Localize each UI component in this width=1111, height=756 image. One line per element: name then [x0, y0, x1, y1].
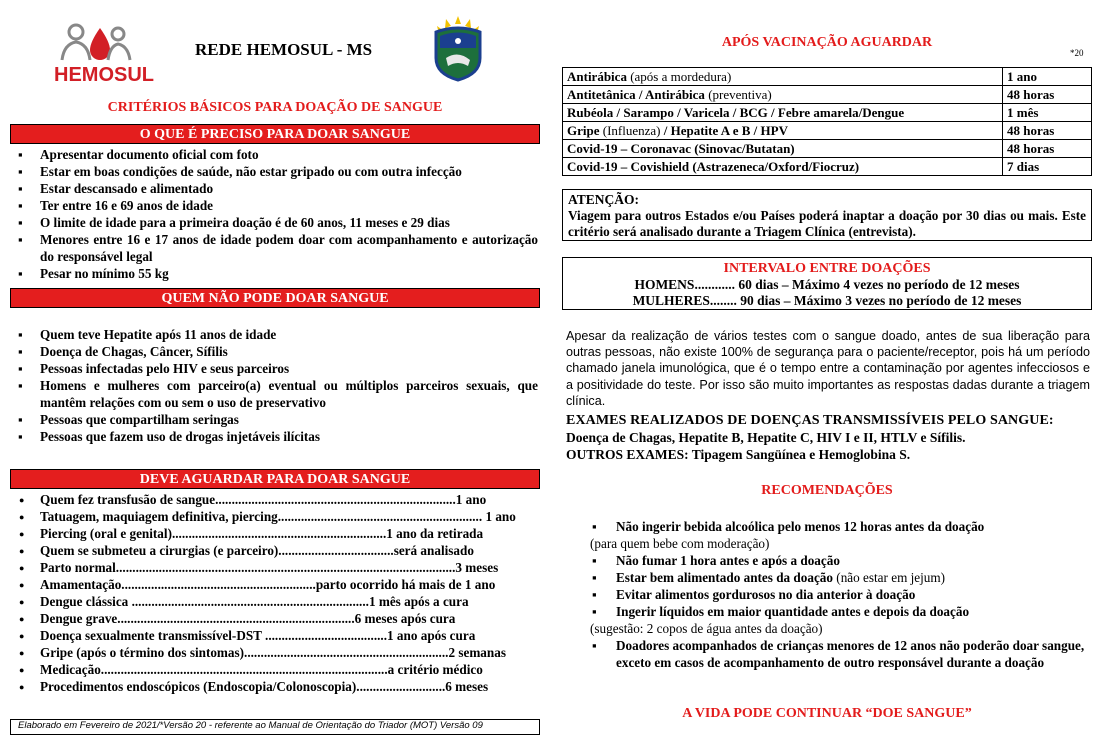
- list-item: [588, 586, 1098, 603]
- list-item: ▪ O limite de idade para a primeira doação é de 60 anos, 11 meses e 29 dias: [10, 214, 538, 231]
- table-row: [563, 158, 1092, 176]
- wait-value: 1 ano: [1003, 68, 1092, 86]
- list-item: ▪ Menores entre 16 e 17 anos de idade podem doar com acompanhamento e autorização do responsável legal: [10, 231, 538, 265]
- list-item: ● Piercing (oral e genital).................................................................1 ano da retirada: [10, 525, 538, 542]
- recommendations-list: [588, 518, 1098, 671]
- who-cannot-list: [10, 326, 538, 445]
- list-item: ● Quem se submeteu a cirurgias (e parceiro)...................................será analisado: [10, 542, 538, 559]
- exams-title: EXAMES REALIZADOS DE DOENÇAS TRANSMISSÍVEIS PELO SANGUE:: [566, 413, 1054, 428]
- recommendation-text: Não fumar 1 hora antes e após a doação: [616, 553, 840, 568]
- bullet-icon: ▪: [592, 604, 597, 619]
- footer-note: Elaborado em Fevereiro de 2021/*Versão 20 - referente ao Manual de Orientação do Triador (MOT) Versão 09: [18, 720, 483, 731]
- vaccination-title: APÓS VACINAÇÃO AGUARDAR: [721, 35, 933, 50]
- exams-list: Doença de Chagas, Hepatite B, Hepatite C, HIV I e II, HTLV e Sífilis.: [566, 430, 966, 445]
- criteria-title: CRITÉRIOS BÁSICOS PARA DOAÇÃO DE SANGUE: [107, 100, 443, 115]
- table-row: [563, 104, 1092, 122]
- closing-slogan: A VIDA PODE CONTINUAR “DOE SANGUE”: [682, 706, 972, 721]
- list-item: ● Dengue grave........................................................................6 meses após cura: [10, 610, 538, 627]
- recommendation-note: (para quem bebe com moderação): [590, 536, 770, 551]
- list-item: ▪ Pessoas que compartilham seringas: [10, 411, 538, 428]
- bullet-icon: ▪: [592, 553, 597, 568]
- vaccine-name: Gripe: [567, 122, 600, 138]
- info-paragraph: Apesar da realização de vários testes com o sangue doado, antes de sua liberação para outras pessoas, não existe 100% de segurança para o paciente/receptor, pois há um período chamado janela imunológica, que é o tempo entre a contaminação por agentes infecciosos e a positividade do teste. Por isso são muito importantes as respostas dadas durante a triagem clínica.: [566, 329, 1090, 408]
- bullet-icon: ▪: [592, 519, 597, 534]
- table-row: [563, 68, 1092, 86]
- vaccine-note: (preventiva): [704, 86, 772, 102]
- list-item: ▪ Apresentar documento oficial com foto: [10, 146, 538, 163]
- attention-box: [562, 189, 1092, 241]
- interval-men: HOMENS............ 60 dias – Máximo 4 vezes no período de 12 meses: [634, 277, 1020, 292]
- what-needed-list: [10, 146, 538, 282]
- network-title: REDE HEMOSUL - MS: [195, 40, 373, 59]
- list-item: ● Quem fez transfusão de sangue.........................................................................1 ano: [10, 491, 538, 508]
- list-item: ▪ Pessoas infectadas pelo HIV e seus parceiros: [10, 360, 538, 377]
- interval-box: [562, 257, 1092, 310]
- vaccine-name: Antitetânica / Antirábica: [567, 86, 705, 102]
- who-cannot-header: QUEM NÃO PODE DOAR SANGUE: [10, 288, 540, 308]
- version-mark: *20: [1070, 48, 1084, 58]
- must-wait-header: DEVE AGUARDAR PARA DOAR SANGUE: [10, 469, 540, 489]
- recommendations-title: RECOMENDAÇÕES: [761, 483, 893, 498]
- must-wait-list: [10, 491, 538, 695]
- vaccine-name: Antirábica: [567, 68, 627, 84]
- hemosul-logo: [54, 22, 154, 86]
- recommendation-text: Ingerir líquidos em maior quantidade antes e depois da doação: [616, 604, 970, 619]
- list-item: [588, 637, 1096, 671]
- list-item: ▪ Pesar no mínimo 55 kg: [10, 265, 538, 282]
- recommendation-note: (não estar em jejum): [833, 570, 946, 585]
- recommendation-text: Estar bem alimentado antes da doação: [616, 570, 833, 585]
- wait-value: 48 horas: [1003, 122, 1092, 140]
- bullet-icon: ▪: [592, 570, 597, 585]
- list-item: ▪ Quem teve Hepatite após 11 anos de idade: [10, 326, 538, 343]
- vaccine-note: (Influenza): [599, 122, 664, 138]
- table-row: [563, 86, 1092, 104]
- what-needed-header: O QUE É PRECISO PARA DOAR SANGUE: [10, 124, 540, 144]
- list-item: [588, 552, 1098, 569]
- vaccine-name-2: / Hepatite A e B / HPV: [663, 122, 788, 138]
- list-item: [588, 518, 1098, 535]
- list-item: ▪ Pessoas que fazem uso de drogas injetáveis ilícitas: [10, 428, 538, 445]
- wait-value: 48 horas: [1003, 140, 1092, 158]
- vaccine-note: (após a mordedura): [626, 68, 732, 84]
- attention-title: ATENÇÃO:: [568, 192, 640, 207]
- list-item: ▪ Estar descansado e alimentado: [10, 180, 538, 197]
- recommendation-text: Evitar alimentos gordurosos no dia anterior à doação: [616, 587, 916, 602]
- list-item: ● Procedimentos endoscópicos (Endoscopia/Colonoscopia)...........................6 meses: [10, 678, 538, 695]
- interval-women: MULHERES........ 90 dias – Máximo 3 vezes no período de 12 meses: [632, 293, 1022, 308]
- interval-title: INTERVALO ENTRE DOAÇÕES: [723, 261, 931, 276]
- hemosul-logo-icon: [54, 22, 140, 62]
- list-item: ● Gripe (após o término dos sintomas)..............................................................2 semanas: [10, 644, 538, 661]
- list-item: ● Parto normal.......................................................................................................3 meses: [10, 559, 538, 576]
- list-item: ● Dengue clássica ........................................................................1 mês após a cura: [10, 593, 538, 610]
- vaccination-table: [562, 67, 1092, 176]
- list-item: ▪ Ter entre 16 e 69 anos de idade: [10, 197, 538, 214]
- list-item: ● Medicação.......................................................................................a critério médico: [10, 661, 538, 678]
- wait-value: 7 dias: [1003, 158, 1092, 176]
- list-item: ● Tatuagem, maquiagem definitiva, piercing.............................................................. 1 ano: [10, 508, 538, 525]
- recommendation-text: Não ingerir bebida alcoólica pelo menos 12 horas antes da doação: [616, 519, 985, 534]
- wait-value: 48 horas: [1003, 86, 1092, 104]
- recommendation-text: Doadores acompanhados de crianças menores de 12 anos não poderão doar sangue, exceto em casos de acompanhamento de outro responsável durante a doação: [616, 638, 1085, 670]
- vaccine-name: Covid-19 – Coronavac (Sinovac/Butatan): [567, 140, 795, 156]
- list-item: ● Amamentação...........................................................parto ocorrido há mais de 1 ano: [10, 576, 538, 593]
- bullet-icon: ▪: [592, 587, 597, 602]
- list-item: [588, 603, 1098, 620]
- recommendation-note: (sugestão: 2 copos de água antes da doação): [590, 621, 823, 636]
- list-item: ▪ Estar em boas condições de saúde, não estar gripado ou com outra infecção: [10, 163, 538, 180]
- table-row: [563, 140, 1092, 158]
- list-item: [588, 569, 1098, 586]
- other-exams: OUTROS EXAMES: Tipagem Sangüínea e Hemoglobina S.: [566, 447, 911, 462]
- table-row: [563, 122, 1092, 140]
- state-coat-of-arms: [428, 14, 488, 84]
- list-item: ▪ Homens e mulheres com parceiro(a) eventual ou múltiplos parceiros sexuais, que mantêm relações com ou sem o uso de preservativo: [10, 377, 538, 411]
- vaccine-name: Rubéola / Sarampo / Varicela / BCG / Febre amarela/Dengue: [567, 104, 905, 120]
- coat-of-arms-icon: [428, 14, 488, 84]
- wait-value: 1 mês: [1003, 104, 1092, 122]
- bullet-icon: ▪: [592, 638, 597, 653]
- vaccine-name: Covid-19 – Covishield (Astrazeneca/Oxford/Fiocruz): [567, 158, 860, 174]
- logo-text: HEMOSUL: [54, 64, 154, 86]
- list-item: ▪ Doença de Chagas, Câncer, Sífilis: [10, 343, 538, 360]
- list-item: ● Doença sexualmente transmissível-DST .....................................1 ano após cura: [10, 627, 538, 644]
- attention-text: Viagem para outros Estados e/ou Países poderá inaptar a doação por 30 dias ou mais. Este critério será analisado durante a Triagem Clínica (entrevista).: [568, 208, 1086, 239]
